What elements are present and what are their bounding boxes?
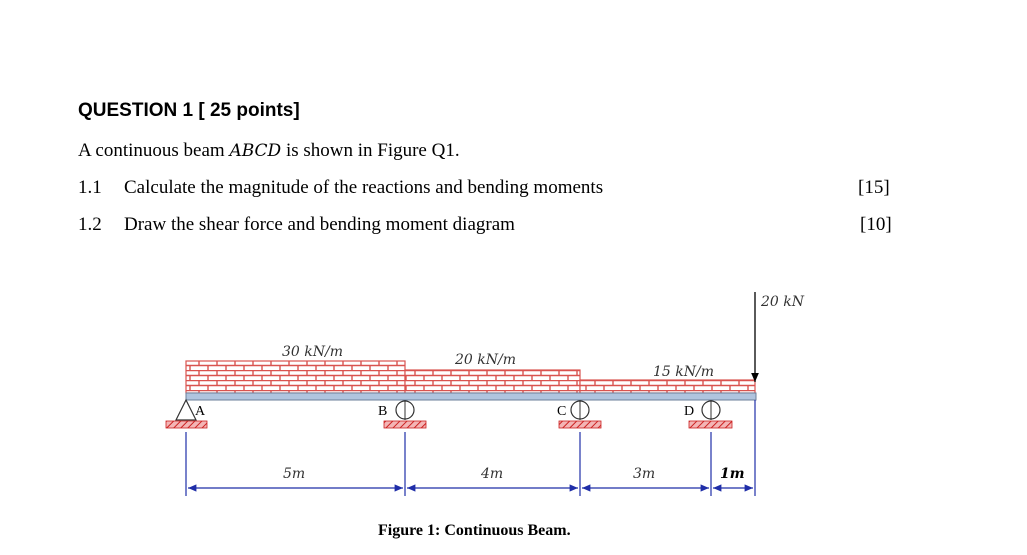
dim-label-overhang: 1m bbox=[720, 466, 745, 482]
item-number: 1.2 bbox=[78, 214, 102, 235]
support-label-d: D bbox=[684, 404, 695, 419]
support-b bbox=[384, 400, 426, 428]
item-text: Draw the shear force and bending moment diagram bbox=[124, 214, 515, 235]
intro-pre: A continuous beam bbox=[78, 140, 230, 161]
udl-block-bc bbox=[405, 370, 580, 393]
udl-block-ab bbox=[186, 361, 405, 393]
dim-label-cd: 3m bbox=[633, 466, 656, 482]
question-title: QUESTION 1 [ 25 points] bbox=[78, 100, 300, 121]
beam-name: ABCD bbox=[229, 141, 282, 161]
dim-label-ab: 5m bbox=[283, 466, 306, 482]
dim-label-bc: 4m bbox=[481, 466, 504, 482]
figure-caption: Figure 1: Continuous Beam. bbox=[378, 522, 571, 539]
udl-bc-label: 20 kN/m bbox=[455, 352, 516, 368]
item-text: Calculate the magnitude of the reactions and bending moments bbox=[124, 177, 604, 198]
beam bbox=[186, 393, 756, 400]
item-marks: [15] bbox=[858, 177, 890, 198]
point-load-label: 20 kN bbox=[761, 294, 804, 310]
udl-ab-label: 30 kN/m bbox=[282, 344, 343, 360]
support-label-b: B bbox=[378, 404, 388, 419]
support-label-c: C bbox=[557, 404, 567, 419]
support-label-a: A bbox=[195, 404, 206, 419]
support-d bbox=[689, 400, 732, 428]
intro-post: is shown in Figure Q1. bbox=[281, 140, 460, 161]
item-marks: [10] bbox=[860, 214, 892, 235]
udl-cd-label: 15 kN/m bbox=[653, 364, 714, 380]
dimension-extension-lines bbox=[186, 400, 755, 496]
udl-block-cd bbox=[580, 380, 755, 393]
item-number: 1.1 bbox=[78, 177, 102, 198]
